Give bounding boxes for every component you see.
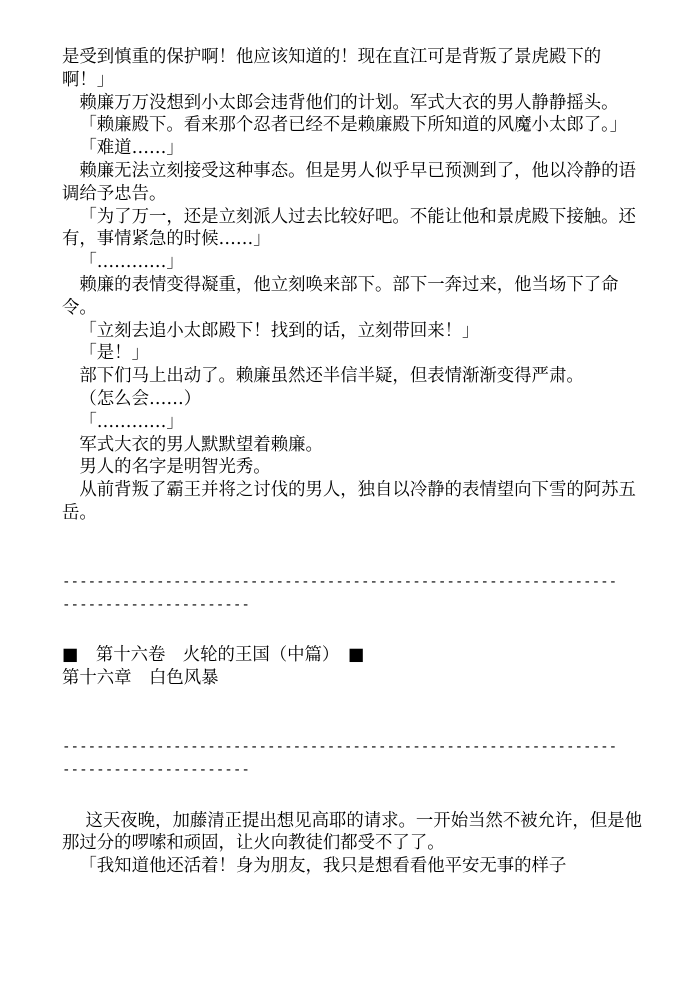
separator-line: -----------------------------------------------------------------	[62, 738, 618, 755]
text-block-1	[62, 46, 642, 525]
paragraph: 部下们马上出动了。赖廉虽然还半信半疑，但表情渐渐变得严肃。	[79, 366, 584, 387]
paragraph: 军式大衣的男人默默望着赖廉。	[79, 434, 323, 455]
volume-heading: ■ 第十六卷 火轮的王国（中篇） ■	[62, 645, 365, 666]
spacer	[62, 616, 642, 644]
chapter-heading: 第十六章 白色风暴	[62, 668, 219, 689]
separator-line: ----------------------	[62, 761, 250, 778]
paragraph: 「赖廉殿下。看来那个忍者已经不是赖廉殿下所知道的风魔小太郎了。」	[79, 115, 628, 136]
spacer	[62, 690, 642, 736]
paragraph: 赖廉万万没想到小太郎会违背他们的计划。军式大衣的男人静静摇头。	[79, 92, 619, 113]
paragraph: 「难道……」	[79, 138, 184, 159]
paragraph: 是受到慎重的保护啊！他应该知道的！现在直江可是背叛了景虎殿下的啊！」	[62, 47, 602, 90]
separator-rule-2	[62, 736, 642, 782]
document-page	[62, 46, 642, 878]
paragraph: 「…………」	[79, 411, 184, 432]
paragraph: 「…………」	[79, 252, 184, 273]
paragraph: （怎么会……）	[79, 388, 202, 409]
paragraph: 从前背叛了霸王并将之讨伐的男人，独自以冷静的表情望向下雪的阿苏五岳。	[62, 480, 636, 523]
spacer	[62, 782, 642, 810]
paragraph: 「立刻去追小太郎殿下！找到的话，立刻带回来！」	[79, 320, 480, 341]
paragraph: 「我知道他还活着！身为朋友，我只是想看看他平安无事的样子	[79, 856, 567, 877]
paragraph: 赖廉的表情变得凝重，他立刻唤来部下。部下一奔过来，他当场下了命令。	[62, 274, 619, 318]
separator-rule-1	[62, 571, 642, 617]
paragraph: 「是！」	[79, 343, 149, 364]
text-block-2	[62, 810, 642, 878]
separator-line: -----------------------------------------------------------------	[62, 573, 618, 590]
paragraph: 这天夜晚，加藤清正提出想见高耶的请求。一开始当然不被允许，但是他那过分的啰嗦和顽固，让火向教徒们都受不了了。	[62, 810, 642, 854]
spacer	[62, 525, 642, 571]
paragraph: 「为了万一，还是立刻派人过去比较好吧。不能让他和景虎殿下接触。还有，事情紧急的时候……」	[62, 206, 636, 250]
separator-line: ----------------------	[62, 596, 250, 613]
paragraph: 赖廉无法立刻接受这种事态。但是男人似乎早已预测到了，他以冷静的语调给予忠告。	[62, 160, 636, 204]
paragraph: 男人的名字是明智光秀。	[79, 457, 271, 478]
